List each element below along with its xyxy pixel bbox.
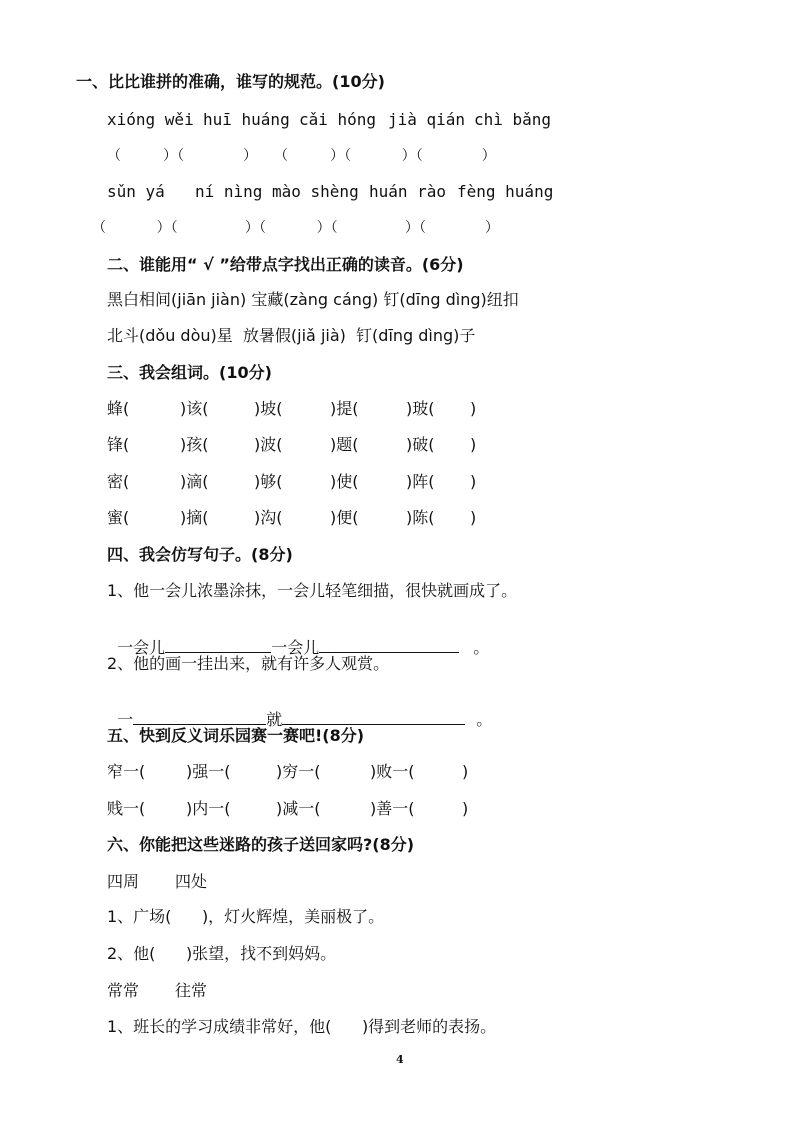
imitation-example-2: 2、他的画一挂出来，就有许多人观赏。 <box>107 654 390 673</box>
word-choice-4: 往常 <box>175 981 208 1000</box>
pinyin-item: chì bǎng <box>474 110 552 129</box>
word-cell: ) <box>470 399 477 418</box>
word-cell: )玻( <box>406 399 435 418</box>
answer-parens-row-2[interactable]: （ ）（ ）（ ）（ ）（ ） <box>92 220 500 236</box>
pronunciation-line-2: 北斗(dǒu dòu)星 放暑假(jiǎ jià) 钉(dīng dìng)子 <box>107 326 476 345</box>
pinyin-item: cǎi hóng <box>299 110 377 129</box>
imitation-fill-1 <box>107 618 489 658</box>
word-cell: )波( <box>254 435 283 454</box>
antonym-cell: 窄一( <box>107 762 146 781</box>
answer-parens-row-1[interactable]: （ ）（ ） （ ）（ ）（ ） <box>107 148 496 164</box>
word-cell: )陈( <box>406 508 435 527</box>
antonym-cell: ) <box>462 762 469 781</box>
word-choice-1: 四周 <box>107 872 140 891</box>
antonym-cell: )强一( <box>186 762 231 781</box>
word-cell: )使( <box>330 472 359 491</box>
pinyin-item: huī huáng <box>203 110 290 129</box>
imitation-example-1: 1、他一会儿浓墨涂抹，一会儿轻笔细描，很快就画成了。 <box>107 581 518 600</box>
section-1-title: 一、比比谁拼的准确，谁写的规范。(10分) <box>76 72 385 91</box>
antonym-cell: )败一( <box>370 762 415 781</box>
word-cell: )摘( <box>180 508 209 527</box>
word-cell: )孩( <box>180 435 209 454</box>
section-5-title: 五、快到反义词乐园赛一赛吧!(8分) <box>107 726 365 745</box>
fill-question-2: 2、他( )张望，找不到妈妈。 <box>107 944 337 963</box>
antonym-cell: )减一( <box>276 799 321 818</box>
section-4-title: 四、我会仿写句子。(8分) <box>107 545 293 564</box>
answer-blank[interactable] <box>165 638 271 653</box>
section-3-title: 三、我会组词。(10分) <box>107 363 272 382</box>
word-cell: )阵( <box>406 472 435 491</box>
word-cell: )沟( <box>254 508 283 527</box>
word-cell: )该( <box>180 399 209 418</box>
word-cell: )坡( <box>254 399 283 418</box>
antonym-cell: ) <box>462 799 469 818</box>
word-cell: )提( <box>330 399 359 418</box>
fill-question-3: 1、班长的学习成绩非常好，他( )得到老师的表扬。 <box>107 1017 497 1036</box>
pinyin-item: ní nìng <box>195 182 263 201</box>
word-cell: 蜂( <box>107 399 130 418</box>
answer-blank[interactable] <box>133 710 266 725</box>
word-cell: 蜜( <box>107 508 130 527</box>
word-choice-2: 四处 <box>175 872 208 891</box>
section-6-title: 六、你能把这些迷路的孩子送回家吗?(8分) <box>107 835 415 854</box>
pinyin-item: fèng huáng <box>457 182 554 201</box>
antonym-cell: 贱一( <box>107 799 146 818</box>
word-cell: )题( <box>330 435 359 454</box>
antonym-cell: )内一( <box>186 799 231 818</box>
word-cell: 锋( <box>107 435 130 454</box>
antonym-cell: )善一( <box>370 799 415 818</box>
word-cell: )够( <box>254 472 283 491</box>
fill-question-1: 1、广场( )，灯火辉煌，美丽极了。 <box>107 907 385 926</box>
fill-prefix: 一会儿 <box>117 638 166 657</box>
fill-middle: 一会儿 <box>271 638 320 657</box>
word-cell: )滴( <box>180 472 209 491</box>
antonym-cell: )穷一( <box>276 762 321 781</box>
page-number: 4 <box>396 1053 404 1066</box>
answer-blank[interactable] <box>319 638 459 653</box>
pinyin-item: huán rào <box>369 182 447 201</box>
pinyin-item: mào shèng <box>272 182 359 201</box>
word-cell: ) <box>470 472 477 491</box>
pinyin-item: jià qián <box>388 110 466 129</box>
pinyin-item: xióng wěi <box>107 110 194 129</box>
word-cell: 密( <box>107 472 130 491</box>
pinyin-item: sǔn yá <box>107 182 165 201</box>
fill-middle: 就 <box>266 710 283 729</box>
fill-prefix: 一 <box>117 710 134 729</box>
fill-end: 。 <box>476 710 493 729</box>
imitation-fill-2 <box>107 690 492 730</box>
section-2-title: 二、谁能用“ √ ”给带点字找出正确的读音。(6分) <box>107 255 464 274</box>
fill-end: 。 <box>473 638 490 657</box>
word-cell: )破( <box>406 435 435 454</box>
word-cell: ) <box>470 435 477 454</box>
word-choice-3: 常常 <box>107 981 140 1000</box>
pronunciation-line-1: 黑白相间(jiān jiàn) 宝藏(zàng cáng) 钉(dīng dìng)纽扣 <box>107 290 519 309</box>
word-cell: ) <box>470 508 477 527</box>
answer-blank[interactable] <box>282 710 465 725</box>
word-cell: )便( <box>330 508 359 527</box>
